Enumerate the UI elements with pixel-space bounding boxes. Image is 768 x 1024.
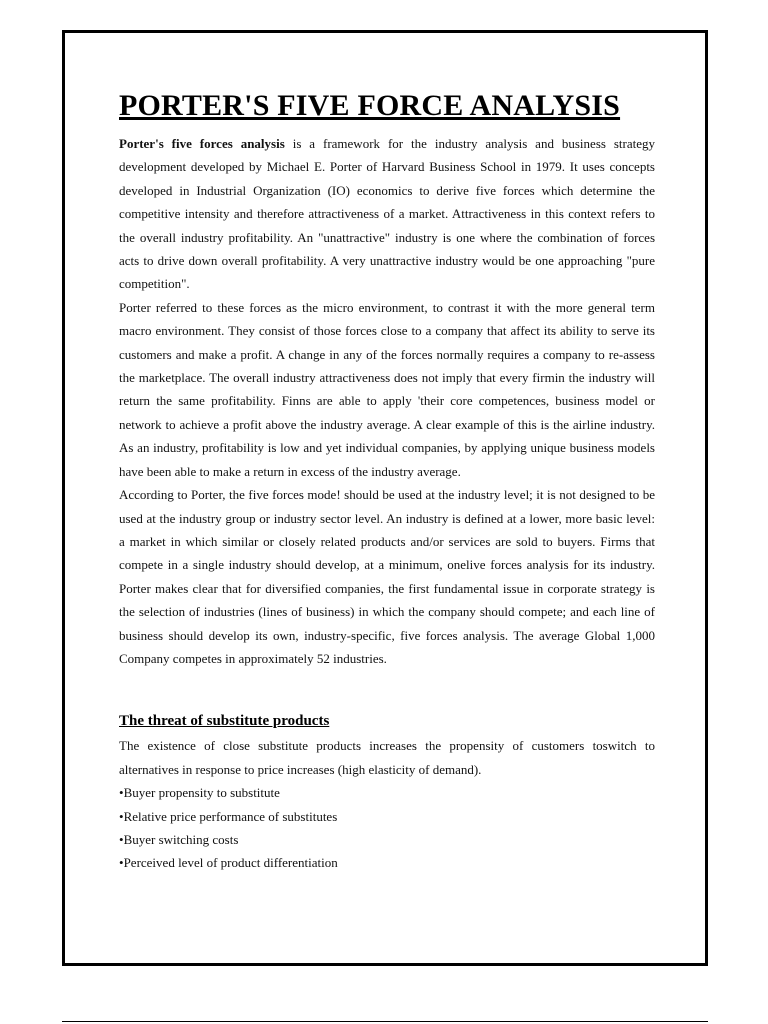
bullet-item: • Perceived level of product differentiation	[119, 851, 655, 874]
substitutes-bullet-list	[119, 781, 655, 875]
intro-paragraph	[119, 132, 655, 296]
intro-text: is a framework for the industry analysis and business strategy development developed by Michael E. Porter of Harvard Business School in 1979. It uses concepts developed in Industrial Organization (IO) economics to derive five forces which determine the competitive intensity and therefore attractiveness of a market. Attractiveness in this context refers to the overall industry profitability. An "unattractive" industry is one where the combination of forces acts to drive down overall profitability. A very unattractive industry would be one approaching "pure competition".	[119, 136, 656, 292]
bullet-item: • Relative price performance of substitutes	[119, 805, 655, 828]
document-body	[119, 88, 655, 875]
industry-level-paragraph: According to Porter, the five forces mode! should be used at the industry level; it is not designed to be used at the industry group or industry sector level. An industry is defined at a lower, more basic level: a market in which similar or closely related products and/or services are sold to buyers. Firms that compete in a single industry should develop, at a minimum, onelive forces analysis for its industry. Porter makes clear that for diversified companies, the first fundamental issue in corporate strategy is the selection of industries (lines of business) in which the company should compete; and each line of business should develop its own, industry-specific, five forces analysis. The average Global 1,000 Company competes in approximately 52 industries.	[119, 487, 655, 666]
document-title: PORTER'S FIVE FORCE ANALYSIS	[119, 89, 621, 122]
bottom-divider	[62, 1021, 708, 1022]
bullet-item: • Buyer switching costs	[119, 828, 655, 851]
micro-environment-paragraph: Porter referred to these forces as the micro environment, to contrast it with the more general term macro environment. They consist of those forces close to a company that affect its ability to serve its customers and make a profit. A change in any of the forces normally requires a company to re-assess the marketplace. The overall industry attractiveness does not imply that every firmin the industry will return the same profitability. Finns are able to apply 'their core competences, business model or network to achieve a profit above the industry average. A clear example of this is the airline industry. As an industry, profitability is low and yet individual companies, by applying unique business models have been able to make a return in excess of the industry average.	[119, 299, 655, 479]
substitutes-paragraph: The existence of close substitute products increases the propensity of customers toswitch to alternatives in response to price increases (high elasticity of demand).	[119, 738, 655, 777]
section-heading-substitutes: The threat of substitute products	[119, 713, 330, 730]
intro-bold-term: Porter's five forces analysis	[119, 136, 285, 151]
bullet-item: • Buyer propensity to substitute	[119, 781, 655, 804]
